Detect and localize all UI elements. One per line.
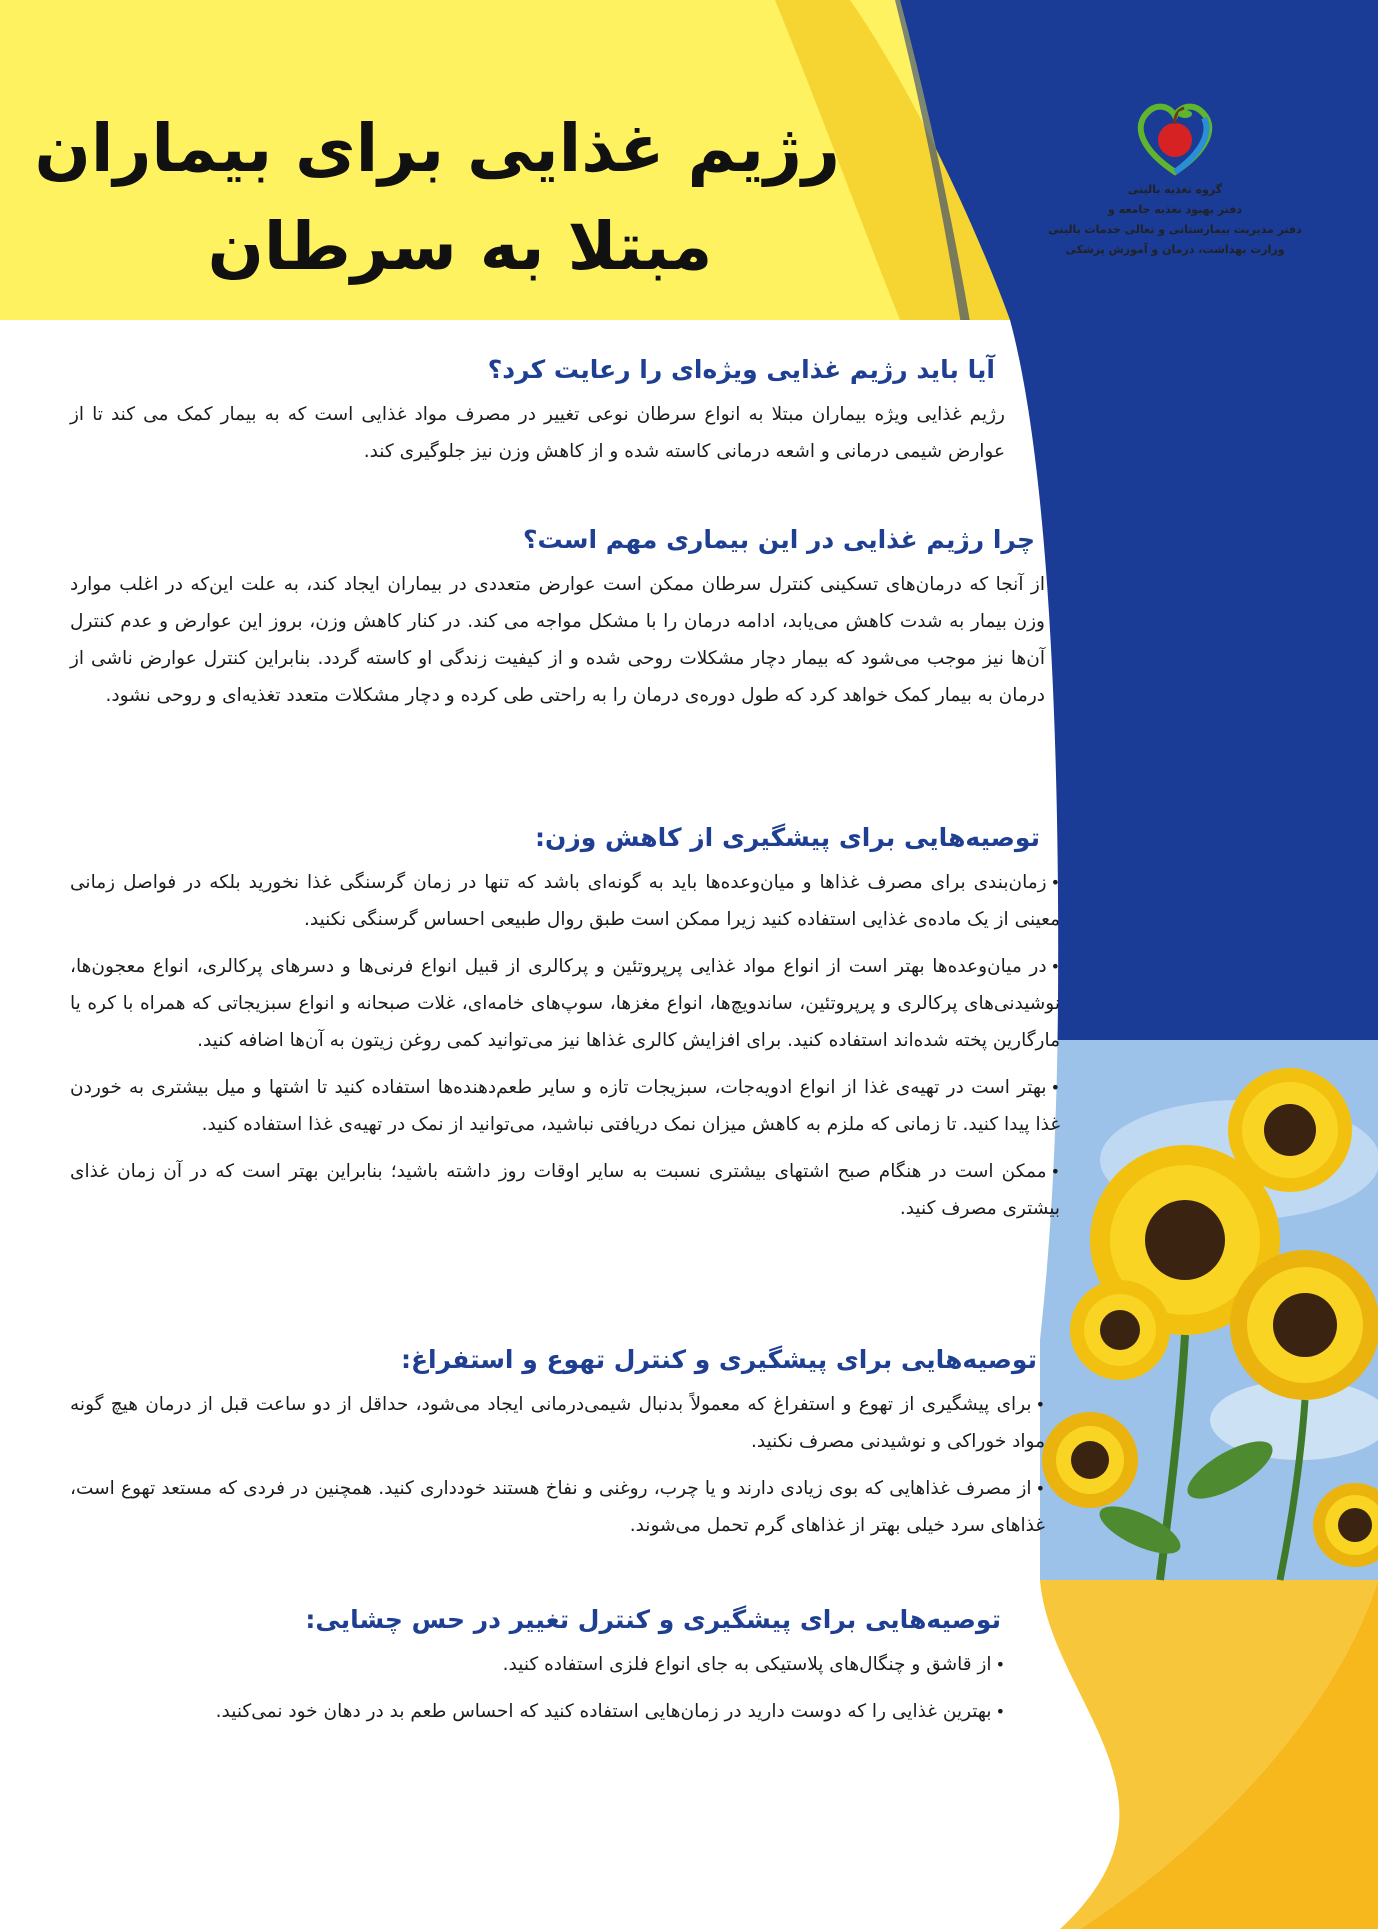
title-line-2: مبتلا به سرطان <box>207 208 713 285</box>
recommendation-list <box>70 1386 1045 1544</box>
section-heading: توصیه‌هایی برای پیشگیری از کاهش وزن: <box>535 823 1040 852</box>
org-line: دفتر مدیریت بیمارستانی و تعالی خدمات بالینی <box>1048 223 1302 236</box>
bullet-icon: • <box>1050 1078 1060 1097</box>
title-line-1: رژیم غذایی برای بیماران <box>34 110 840 187</box>
bullet-icon: • <box>1050 873 1060 892</box>
list-item-text: از قاشق و چنگال‌های پلاستیکی به جای انواع فلزی استفاده کنید. <box>502 1654 992 1675</box>
list-item <box>70 1153 1060 1227</box>
section-why-diet <box>70 520 1045 714</box>
bullet-icon: • <box>995 1655 1005 1674</box>
section-heading: توصیه‌هایی برای پیشگیری و کنترل تغییر در حس چشایی: <box>305 1605 1001 1634</box>
list-item <box>70 1386 1045 1460</box>
bullet-icon: • <box>1050 957 1060 976</box>
org-line: دفتر بهبود تغذیه جامعه و <box>1107 203 1242 216</box>
bullet-icon: • <box>1035 1395 1045 1414</box>
apple-heart-logo-icon <box>1130 88 1220 180</box>
bullet-icon: • <box>995 1702 1005 1721</box>
list-item-text: بهترین غذایی را که دوست دارید در زمان‌هایی استفاده کنید که احساس طعم بد در دهان خود نمی‌کنید. <box>215 1701 992 1722</box>
list-item <box>70 1470 1045 1544</box>
section-nausea <box>70 1340 1045 1554</box>
list-item <box>70 1693 1005 1730</box>
sunflower <box>1230 1250 1378 1400</box>
list-item <box>70 864 1060 938</box>
list-item-text: بهتر است در تهیه‌ی غذا از انواع ادویه‌جات، سبزیجات تازه و سایر طعم‌دهنده‌ها استفاده کنید تا اشتها و میل بیشتری به خوردن غذا پیدا کنید. تا زمانی که ملزم به کاهش میزان نمک دریافتی نباشید، می‌توانید از نمک در تهیه‌ی غذا استفاده کنید. <box>70 1077 1060 1135</box>
sunflower <box>1070 1280 1170 1380</box>
list-item-text: برای پیشگیری از تهوع و استفراغ که معمولاً بدنبال شیمی‌درمانی ایجاد می‌شود، حداقل از دو ساعت قبل از درمان هیچ گونه مواد خوراکی و نوشیدنی مصرف نکنید. <box>70 1394 1045 1452</box>
list-item-text: زمان‌بندی برای مصرف غذاها و میان‌وعده‌ها باید به گونه‌ای باشد که تنها در زمان گرسنگی غذا نخورید بلکه در فواصل زمانی معینی از یک ماده‌ی غذایی استفاده کنید زیرا ممکن است طبق روال طبیعی احساس گرسنگی نکنید. <box>70 872 1060 930</box>
section-heading: توصیه‌هایی برای پیشگیری و کنترل تهوع و استفراغ: <box>400 1345 1037 1374</box>
section-paragraph: از آنجا که درمان‌های تسکینی کنترل سرطان ممکن است عوارض متعددی در بیماران ایجاد کند، به علت این‌که در اغلب موارد وزن بیمار به شدت کاهش می‌یابد، ادامه درمان را با مشکل مواجه می کند. در کنار کاهش وزن، بروز این عوارض و عدم کنترل آن‌ها نیز موجب می‌شود که بیمار دچار مشکلات روحی شده و از کیفیت زندگی او کاسته گردد. بنابراین کنترل عوارض ناشی از درمان به بیمار کمک خواهد کرد که طول دوره‌ی درمان را به راحتی طی کرده و دچار مشکلات متعدد تغذیه‌ای و روحی نشود. <box>70 574 1045 706</box>
recommendation-list <box>70 1646 1005 1730</box>
list-item <box>70 948 1060 1059</box>
organization-logo <box>1040 88 1310 260</box>
recommendation-list <box>70 864 1060 1227</box>
list-item <box>70 1646 1005 1683</box>
list-item-text: از مصرف غذاهایی که بوی زیادی دارند و یا چرب، روغنی و نفاخ هستند خودداری کنید. همچنین در فردی که مستعد تهوع است، غذاهای سرد خیلی بهتر از غذاهای گرم تحمل می‌شوند. <box>70 1478 1045 1536</box>
list-item <box>70 1069 1060 1143</box>
sunflower <box>1042 1412 1138 1508</box>
bullet-icon: • <box>1035 1479 1045 1498</box>
section-heading: چرا رژیم غذایی در این بیماری مهم است؟ <box>522 525 1035 554</box>
list-item-text: در میان‌وعده‌ها بهتر است از انواع مواد غذایی پرپروتئین و پرکالری از قبیل انواع فرنی‌ها و دسرهای پرکالری، انواع معجون‌ها، نوشیدنی‌های پرکالری و پرپروتئین، ساندویچ‌ها، انواع مغزها، سوپ‌های خامه‌ای، غلات صبحانه و انواع سبزیجاتی که همراه با کره یا مارگارین پخته شده‌اند استفاده کنید. برای افزایش کالری غذاها نیز می‌توانید کمی روغن زیتون به آن‌ها اضافه کنید. <box>70 956 1060 1051</box>
list-item-text: ممکن است در هنگام صبح اشتهای بیشتری نسبت به سایر اوقات روز داشته باشید؛ بنابراین بهتر است که در آن زمان غذای بیشتری مصرف کنید. <box>70 1161 1060 1219</box>
section-heading: آیا باید رژیم غذایی ویژه‌ای را رعایت کرد؟ <box>487 355 995 384</box>
org-line: گروه تغذیه بالینی <box>1127 183 1223 196</box>
section-taste-change <box>70 1600 1005 1740</box>
section-weight-loss <box>70 818 1060 1237</box>
bullet-icon: • <box>1050 1162 1060 1181</box>
section-special-diet <box>70 350 1005 470</box>
section-paragraph: رژیم غذایی ویژه بیماران مبتلا به انواع سرطان نوعی تغییر در مصرف مواد غذایی است که به بیمار کمک می کند تا از عوارض شیمی درمانی و اشعه درمانی کاسته شده و از کاهش وزن نیز جلوگیری کند. <box>70 404 1005 462</box>
org-line: وزارت بهداشت، درمان و آموزش پزشکی <box>1065 243 1285 256</box>
poster-title <box>34 100 840 296</box>
